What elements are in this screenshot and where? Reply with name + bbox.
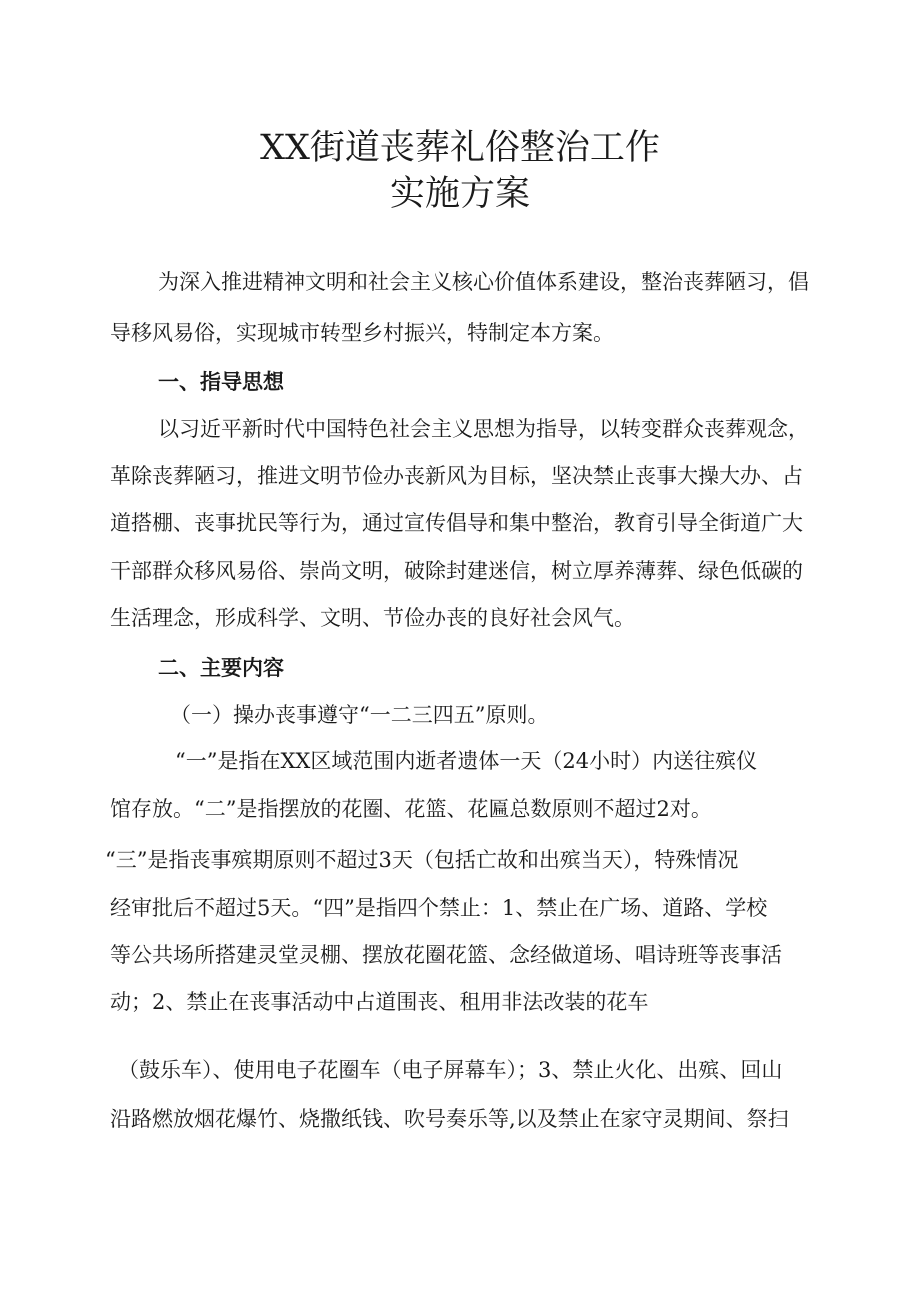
section2-line-2: “一”是指在XX区域范围内逝者遗体一天（24小时）内送往殡仪 <box>175 749 758 773</box>
section1-line-3: 道搭棚、丧事扰民等行为，通过宣传倡导和集中整治，教育引导全街道广大 <box>110 511 803 535</box>
section2-line-1: （一）操办丧事遵守“一二三四五”原则。 <box>170 703 549 727</box>
section1-line-1: 以习近平新时代中国特色社会主义思想为指导，以转变群众丧葬观念， <box>158 417 809 441</box>
section2-line-3: 馆存放。“二”是指摆放的花圈、花篮、花匾总数原则不超过2对。 <box>110 797 712 821</box>
section2-heading: 二、主要内容 <box>158 656 284 680</box>
document-title-line1: XX街道丧葬礼俗整治工作 <box>260 128 660 168</box>
section2-line-5: 经审批后不超过5天。“四”是指四个禁止：1、禁止在广场、道路、学校 <box>110 896 768 920</box>
intro-line-2: 导移风易俗，实现城市转型乡村振兴，特制定本方案。 <box>110 321 614 345</box>
section1-line-4: 干部群众移风易俗、崇尚文明，破除封建迷信，树立厚养薄葬、绿色低碳的 <box>110 559 803 583</box>
section1-line-2: 革除丧葬陋习，推进文明节俭办丧新风为目标，坚决禁止丧事大操大办、占 <box>110 464 803 488</box>
section2-line-8: （鼓乐车）、使用电子花圈车（电子屏幕车）；3、禁止火化、出殡、回山 <box>118 1058 783 1082</box>
document-title-line2: 实施方案 <box>389 174 530 214</box>
section1-heading: 一、指导思想 <box>158 370 284 394</box>
intro-line-1: 为深入推进精神文明和社会主义核心价值体系建设，整治丧葬陋习，倡 <box>158 270 809 294</box>
section2-line-7: 动；2、禁止在丧事活动中占道围丧、租用非法改装的花车 <box>110 990 649 1014</box>
section1-line-5: 生活理念，形成科学、文明、节俭办丧的良好社会风气。 <box>110 606 635 630</box>
section2-line-9: 沿路燃放烟花爆竹、烧撒纸钱、吹号奏乐等,以及禁止在家守灵期间、祭扫 <box>110 1107 789 1131</box>
section2-line-6: 等公共场所搭建灵堂灵棚、摆放花圈花篮、念经做道场、唱诗班等丧事活 <box>110 943 782 967</box>
section2-line-4: “三”是指丧事殡期原则不超过3天（包括亡故和出殡当天），特殊情况 <box>105 848 739 872</box>
